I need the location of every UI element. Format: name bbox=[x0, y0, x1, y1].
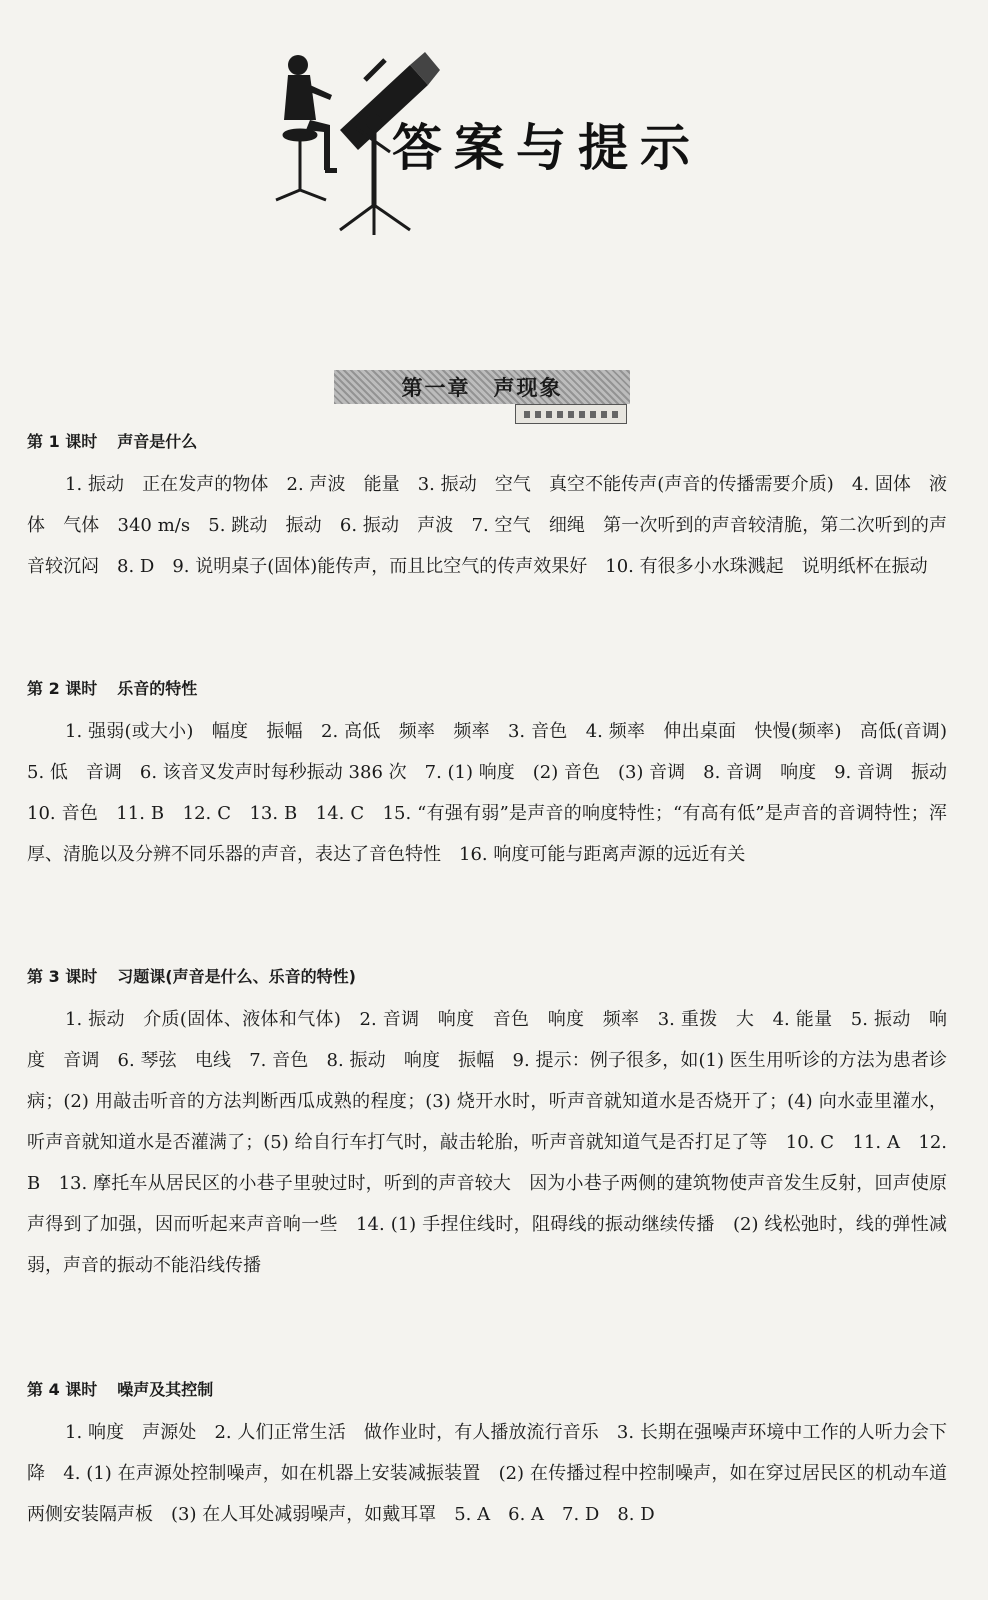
stool-icon bbox=[276, 130, 326, 200]
lesson-answers: 1. 强弱(或大小) 幅度 振幅 2. 高低 频率 频率 3. 音色 4. 频率 伸出桌面 快慢(频率) 高低(音调) 5. 低 音调 6. 该音叉发声时每秒振动 386 次 7. (1) 响度 (2) 音色 (3) 音调 8. 音调 响度 9. 音调 振动 10. 音色 11. B 12. C 13. B 14. C 15. “有强有弱”是声音的响度特性；“有高有低”是声音的音调特性；浑厚、清脆以及分辨不同乐器的声音，表达了音色特性 16. 响度可能与距离声源的远近有关 bbox=[27, 721, 965, 865]
lesson-heading bbox=[27, 677, 947, 701]
lesson-title: 习题课(声音是什么、乐音的特性) bbox=[117, 967, 356, 986]
lesson-1 bbox=[27, 430, 947, 587]
chapter-decoration bbox=[515, 404, 627, 424]
lesson-number: 第 2 课时 bbox=[27, 679, 98, 698]
lesson-3 bbox=[27, 965, 947, 1286]
lesson-title: 噪声及其控制 bbox=[117, 1380, 214, 1399]
lesson-number: 第 1 课时 bbox=[27, 432, 98, 451]
lesson-title: 乐音的特性 bbox=[117, 679, 198, 698]
lesson-answers: 1. 振动 介质(固体、液体和气体) 2. 音调 响度 音色 响度 频率 3. 重拨 大 4. 能量 5. 振动 响度 音调 6. 琴弦 电线 7. 音色 8. 振动 响度 振幅 9. 提示：例子很多，如(1) 医生用听诊的方法为患者诊病；(2) 用敲击听音的方法判断西瓜成熟的程度；(3) 烧开水时，听声音就知道水是否烧开了；(4) 向水壶里灌水，听声音就知道水是否灌满了；(5) 给自行车打气时，敲击轮胎，听声音就知道气是否打足了等 10. C 11. A 12. B 13. 摩托车从居民区的小巷子里驶过时，听到的声音较大 因为小巷子两侧的建筑物使声音发生反射，回声使原声得到了加强，因而听起来声音响一些 14. (1) 手捏住线时，阻碍线的振动继续传播 (2) 线松弛时，线的弹性减弱，声音的振动不能沿线传播 bbox=[27, 1009, 947, 1276]
lesson-2 bbox=[27, 677, 965, 875]
lesson-heading bbox=[27, 430, 947, 454]
lesson-answers: 1. 振动 正在发声的物体 2. 声波 能量 3. 振动 空气 真空不能传声(声音的传播需要介质) 4. 固体 液体 气体 340 m/s 5. 跳动 振动 6. 振动 声波 7. 空气 细绳 第一次听到的声音较清脆，第二次听到的声音较沉闷 8. D 9. 说明桌子(固体)能传声，而且比空气的传声效果好 10. 有很多小水珠溅起 说明纸杯在振动 bbox=[27, 474, 947, 577]
lesson-title: 声音是什么 bbox=[117, 432, 198, 451]
lesson-number: 第 4 课时 bbox=[27, 1380, 98, 1399]
lesson-heading bbox=[27, 965, 947, 989]
lesson-4 bbox=[27, 1378, 947, 1535]
lesson-answers: 1. 响度 声源处 2. 人们正常生活 做作业时，有人播放流行音乐 3. 长期在强噪声环境中工作的人听力会下降 4. (1) 在声源处控制噪声，如在机器上安装减振装置 (2) 在传播过程中控制噪声，如在穿过居民区的机动车道两侧安装隔声板 (3) 在人耳处减弱噪声，如戴耳罩 5. A 6. A 7. D 8. D bbox=[27, 1422, 947, 1525]
chapter-title: 第一章 声现象 bbox=[401, 376, 563, 400]
woman-observer-icon bbox=[284, 55, 337, 173]
lesson-number: 第 3 课时 bbox=[27, 967, 98, 986]
page-title: 答案与提示 bbox=[392, 119, 702, 177]
chapter-banner bbox=[334, 370, 630, 404]
lesson-heading bbox=[27, 1378, 947, 1402]
